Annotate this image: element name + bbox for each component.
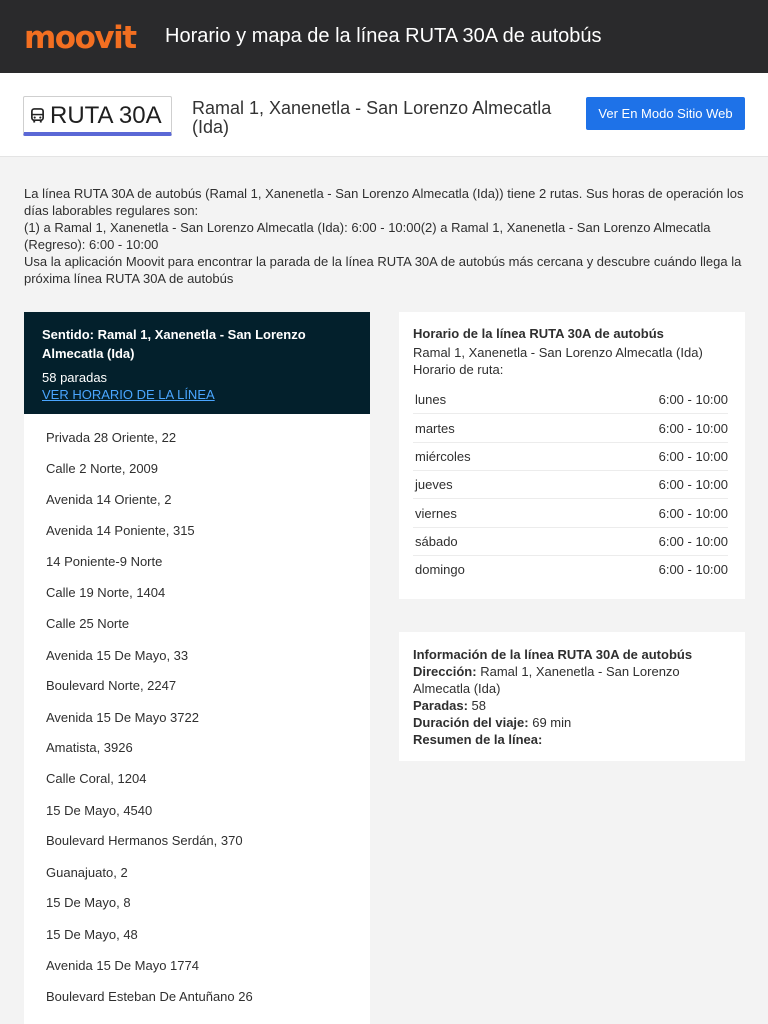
direction-title: Sentido: Ramal 1, Xanenetla - San Lorenzo Almecatla (Ida) bbox=[42, 327, 306, 361]
schedule-row bbox=[413, 386, 728, 414]
list-item[interactable]: 15 De Mayo, 4540 bbox=[46, 803, 153, 818]
schedule-day: jueves bbox=[415, 477, 453, 492]
list-item[interactable]: Calle Coral, 1204 bbox=[46, 771, 147, 786]
list-item[interactable]: Avenida 14 Poniente, 315 bbox=[46, 523, 195, 538]
schedule-hours: 6:00 - 10:00 bbox=[658, 392, 728, 407]
info-stops-value: 58 bbox=[471, 698, 487, 713]
line-info-card bbox=[399, 632, 745, 761]
info-direction bbox=[413, 663, 733, 697]
list-item[interactable]: Calle 19 Norte, 1404 bbox=[46, 585, 166, 600]
intro-line-3: Usa la aplicación Moovit para encontrar la parada de la línea RUTA 30A de autobús más cercana y descubre cuándo llega la próxima línea RUTA 30A de autobús bbox=[24, 254, 742, 286]
list-item[interactable]: Calle 25 Norte bbox=[46, 616, 130, 631]
route-badge bbox=[23, 96, 172, 136]
top-bar bbox=[0, 0, 768, 73]
info-direction-label: Dirección: bbox=[413, 664, 477, 679]
schedule-day: sábado bbox=[415, 534, 458, 549]
route-header bbox=[0, 73, 768, 157]
view-schedule-link[interactable]: VER HORARIO DE LA LÍNEA bbox=[42, 387, 215, 402]
intro-text bbox=[24, 185, 746, 287]
info-stops-label: Paradas: bbox=[413, 698, 468, 713]
schedule-row bbox=[413, 528, 728, 556]
schedule-day: martes bbox=[415, 421, 455, 436]
schedule-row bbox=[413, 471, 728, 499]
list-item[interactable]: 15 De Mayo, 48 bbox=[46, 927, 138, 942]
schedule-hours: 6:00 - 10:00 bbox=[658, 506, 728, 521]
list-item[interactable]: Avenida 15 De Mayo 1774 bbox=[46, 958, 199, 973]
list-item[interactable]: Boulevard Hermanos Serdán, 370 bbox=[46, 833, 243, 848]
line-info-content bbox=[413, 646, 733, 748]
list-item[interactable]: Boulevard Norte, 2247 bbox=[46, 678, 177, 693]
schedule-day: domingo bbox=[415, 562, 465, 577]
schedule-day: viernes bbox=[415, 506, 457, 521]
direction-panel bbox=[24, 312, 370, 414]
list-item[interactable]: Avenida 15 De Mayo 3722 bbox=[46, 710, 199, 725]
schedule-subtitle bbox=[413, 344, 703, 378]
list-item[interactable]: Privada 28 Oriente, 22 bbox=[46, 430, 177, 445]
schedule-row bbox=[413, 500, 728, 528]
list-item[interactable]: 15 De Mayo, 8 bbox=[46, 895, 131, 910]
page-title: Horario y mapa de la línea RUTA 30A de autobús bbox=[165, 25, 602, 47]
schedule-direction: Ramal 1, Xanenetla - San Lorenzo Almecatla (Ida) bbox=[413, 345, 703, 360]
schedule-day: miércoles bbox=[415, 449, 471, 464]
list-item[interactable]: Guanajuato, 2 bbox=[46, 865, 128, 880]
info-duration-value: 69 min bbox=[532, 715, 572, 730]
bus-icon bbox=[30, 108, 45, 123]
schedule-row bbox=[413, 556, 728, 584]
website-mode-button[interactable]: Ver En Modo Sitio Web bbox=[586, 97, 745, 130]
intro-line-2: (1) a Ramal 1, Xanenetla - San Lorenzo Almecatla (Ida): 6:00 - 10:00(2) a Ramal 1, Xanenetla - San Lorenzo Almecatla (Regreso): 6:00 - 10:00 bbox=[24, 220, 711, 252]
moovit-logo[interactable]: moovit bbox=[24, 20, 136, 56]
list-item[interactable]: Avenida 14 Oriente, 2 bbox=[46, 492, 172, 507]
info-duration-label: Duración del viaje: bbox=[413, 715, 529, 730]
route-name: RUTA 30A bbox=[50, 102, 162, 129]
route-description: Ramal 1, Xanenetla - San Lorenzo Almecatla (Ida) bbox=[192, 98, 552, 137]
list-item[interactable]: 14 Poniente-9 Norte bbox=[46, 554, 163, 569]
list-item[interactable]: Boulevard Esteban De Antuñano 26 bbox=[46, 989, 253, 1004]
stops-list bbox=[24, 414, 370, 1024]
info-direction-value: Ramal 1, Xanenetla - San Lorenzo Almecatla (Ida) bbox=[413, 664, 680, 696]
list-item[interactable]: Amatista, 3926 bbox=[46, 740, 133, 755]
intro-line-1: La línea RUTA 30A de autobús (Ramal 1, Xanenetla - San Lorenzo Almecatla (Ida)) tiene 2 rutas. Sus horas de operación los días laborables regulares son: bbox=[24, 186, 744, 218]
info-summary-label: Resumen de la línea: bbox=[413, 732, 543, 747]
stops-count: 58 paradas bbox=[42, 370, 108, 385]
schedule-hours: 6:00 - 10:00 bbox=[658, 477, 728, 492]
schedule-row bbox=[413, 415, 728, 443]
schedule-hours: 6:00 - 10:00 bbox=[658, 449, 728, 464]
schedule-row bbox=[413, 443, 728, 471]
schedule-card bbox=[399, 312, 745, 599]
schedule-hours: 6:00 - 10:00 bbox=[658, 534, 728, 549]
info-stops bbox=[413, 697, 733, 714]
info-summary bbox=[413, 731, 733, 748]
schedule-day: lunes bbox=[415, 392, 447, 407]
list-item[interactable]: Calle 2 Norte, 2009 bbox=[46, 461, 159, 476]
info-duration bbox=[413, 714, 733, 731]
schedule-hours: 6:00 - 10:00 bbox=[658, 421, 728, 436]
schedule-label: Horario de ruta: bbox=[413, 362, 504, 377]
schedule-title: Horario de la línea RUTA 30A de autobús bbox=[413, 326, 664, 341]
list-item[interactable]: Avenida 15 De Mayo, 33 bbox=[46, 648, 189, 663]
line-info-title: Información de la línea RUTA 30A de autobús bbox=[413, 647, 693, 662]
schedule-hours: 6:00 - 10:00 bbox=[658, 562, 728, 577]
